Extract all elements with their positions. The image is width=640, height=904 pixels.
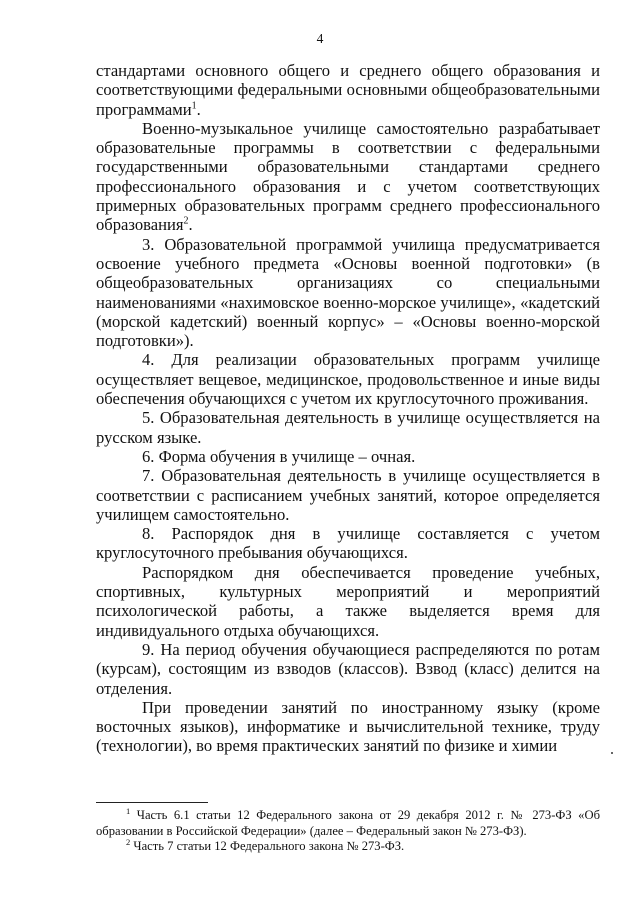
- footnotes: [96, 805, 600, 855]
- paragraph-language-classes: При проведении занятий по иностранному языку (кроме восточных языков), информатике и вычислительной технике, труду (технологии), во время практических занятий по физике и химии: [96, 697, 600, 756]
- paragraph-item-4: 4. Для реализации образовательных программ училище осуществляет вещевое, медицинское, продовольственное и иные виды обеспечения обучающихся с учетом их круглосуточного проживания.: [96, 350, 600, 409]
- footnote-divider: [96, 802, 208, 803]
- paragraph-item-5: 5. Образовательная деятельность в училище осуществляется на русском языке.: [96, 408, 600, 447]
- paragraph-daily-routine: Распорядком дня обеспечивается проведение учебных, спортивных, культурных мероприятий и мероприятий психологической работы, а также выделяется время для индивидуального отдыха обучающихся.: [96, 562, 600, 640]
- paragraph-item-6: 6. Форма обучения в училище – очная.: [142, 446, 416, 466]
- footnote-2: $^2$ Часть 7 статьи 12 Федерального закона № 273-ФЗ.: [126, 837, 405, 854]
- paragraph-item-9: 9. На период обучения обучающиеся распределяются по ротам (курсам), состоящим из взводов (классов). Взвод (класс) делится на отделения.: [96, 639, 600, 698]
- footnote-ref-2: 2: [183, 215, 189, 227]
- page-number: 4: [316, 31, 324, 46]
- footnote-mark-2: 2: [126, 837, 131, 847]
- scan-speck: [611, 752, 613, 754]
- footnote-mark-1: 1: [126, 805, 131, 816]
- paragraph-item-7: 7. Образовательная деятельность в училище осуществляется в соответствии с расписанием учебных занятий, которое определяется училищем самостоятельно.: [96, 466, 600, 524]
- paragraph-continuation: стандартами основного общего и среднего общего образования и соответствующими федеральными основными общеобразовательными программами$^1$.: [96, 61, 600, 119]
- paragraph-item-3: 3. Образовательной программой училища предусматривается освоение учебного предмета «Основы военной подготовки» (в общеобразовательных организациях со специальными наименованиями «нахимовское военно-морское училище», «кадетский (морской кадетский) военный корпус» – «Основы военно-морской подготовки»).: [96, 234, 600, 351]
- footnote-1: $^1$ Часть 6.1 статьи 12 Федерального закона от 29 декабря 2012 г. № 273-ФЗ «Об образовании в Российской Федерации» (далее – Федеральный закон № 273-ФЗ).: [96, 805, 600, 838]
- paragraph-music-school: Военно-музыкальное училище самостоятельно разрабатывает образовательные программы в соответствии с федеральными государственными образовательными стандартами среднего профессионального образования и с учетом соответствующих примерных образовательных программ среднего профессионального образования$^2$.: [96, 118, 600, 235]
- document-body: [96, 61, 600, 756]
- paragraph-item-8: 8. Распорядок дня в училище составляется с учетом круглосуточного пребывания обучающихся.: [96, 524, 600, 563]
- footnote-ref-1: 1: [191, 100, 197, 112]
